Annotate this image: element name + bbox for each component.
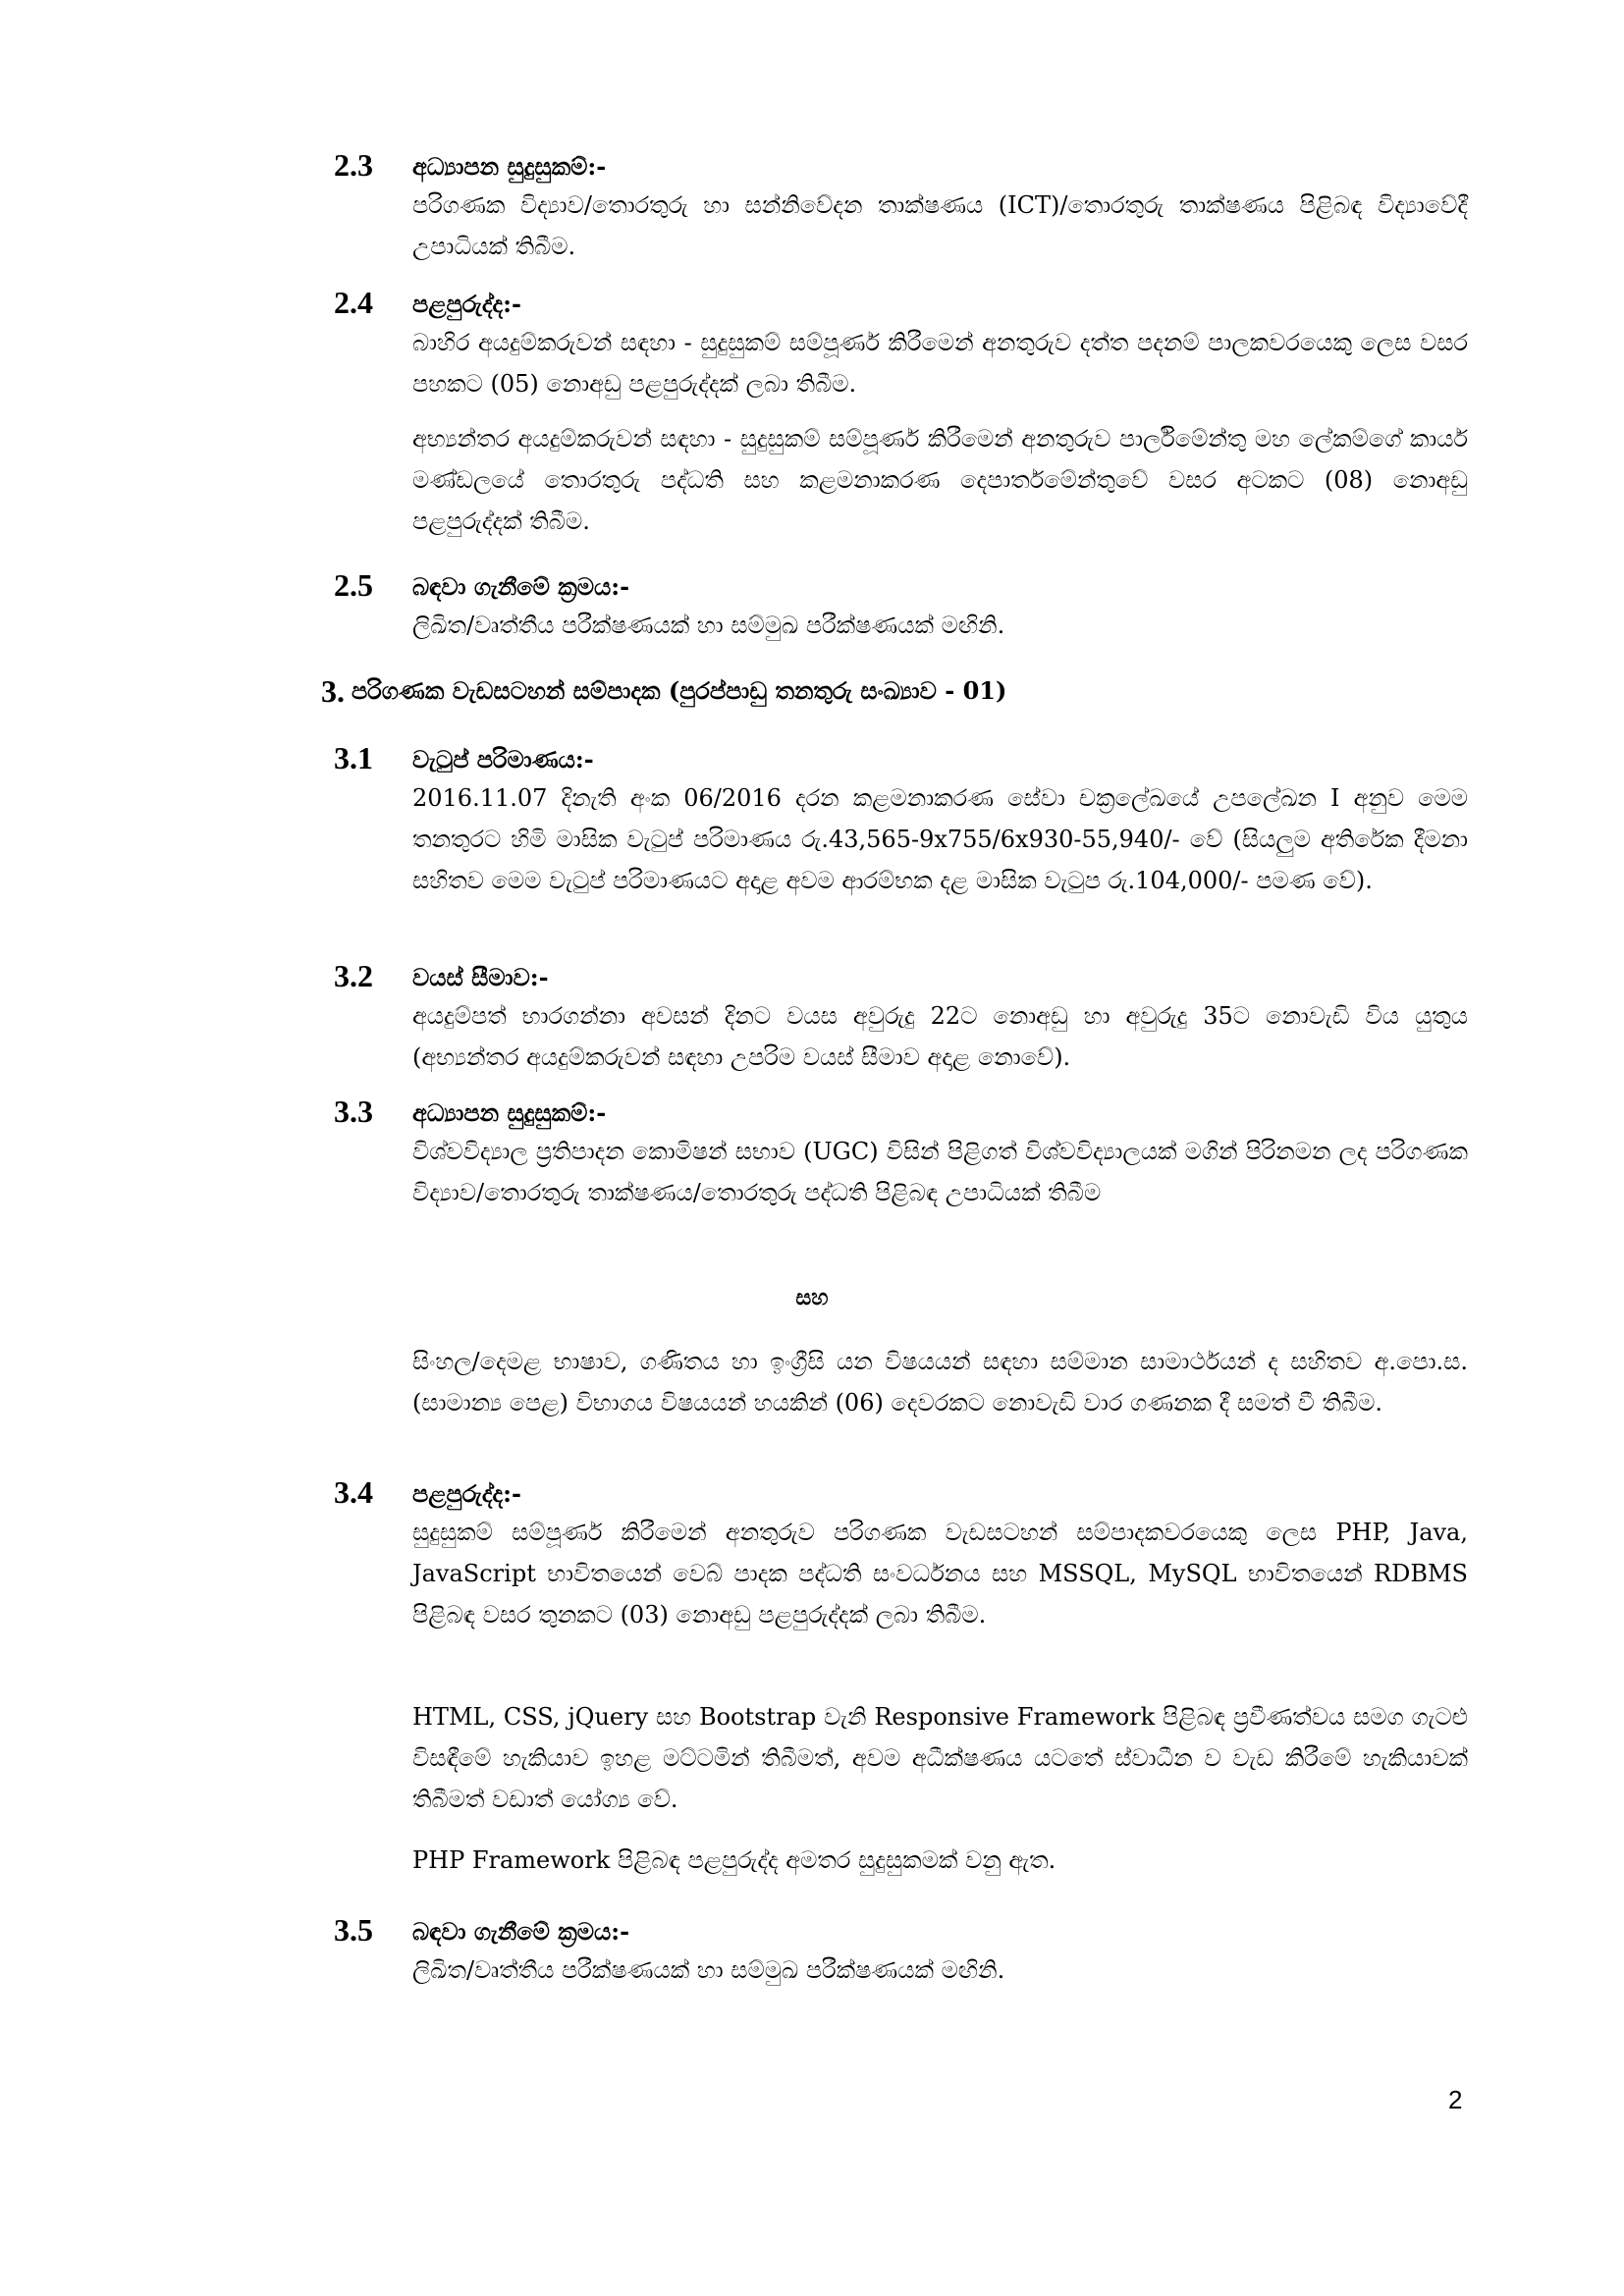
section-heading: පළපුරුද්ද:- [412,1479,522,1508]
section-number: 2.5 [334,567,373,603]
section-number: 3.5 [334,1912,373,1948]
section-body: සිංහල/දෙමළ භාෂාව, ගණිතය හා ඉංග්‍රීසි යන විෂයයන් සඳහා සම්මාන සාමාර්ථයන් ද සහිතව අ.පො.ස. (සාමාන්‍ය පෙළ) විභාගය විෂයයන් හයකින් (06) දෙවරකට නොවැඩි වාර ගණනක දී සමත් වී තිබීම. [412,1348,1468,1416]
section-number: 3. [321,673,345,709]
section-body: විශ්වවිද්‍යාල ප්‍රතිපාදන කොමිෂන් සභාව (UGC) විසින් පිළිගත් විශ්වවිද්‍යාලයක් මගින් පිරිනමන ලද පරිගණක විද්‍යාව/තොරතුරු තාක්ෂණය/තොරතුරු පද්ධති පිළිබඳ උපාධියක් තිබීම [412,1138,1468,1206]
section-number: 2.4 [334,285,373,320]
section-body: ලිඛිත/වෘත්තීය පරීක්ෂණයක් හා සම්මුඛ පරීක්ෂණයක් මඟිනි. [412,1956,1005,1984]
section-body: අයදුම්පත් භාරගන්නා අවසන් දිනට වයස අවුරුදු 22ට නොඅඩු හා අවුරුදු 35ට නොවැඩි විය යුතුය (අභ්‍යන්තර අයදුම්කරුවන් සඳහා උපරිම වයස් සීමාව අදාළ නොවේ). [412,1002,1468,1071]
section-body: සුදුසුකම් සම්පූර්ණ කිරීමෙන් අනතුරුව පරිගණක වැඩසටහන් සම්පාදකවරයෙකු ලෙස PHP, Java, JavaScript භාවිතයෙන් වෙබ් පාදක පද්ධති සංවර්ධනය සහ MSSQL, MySQL භාවිතයෙන් RDBMS පිළිබඳ වසර තුනකට (03) නොඅඩු පළපුරුද්දක් ලබා තිබීම. [412,1519,1468,1629]
section-number: 3.2 [334,958,373,993]
section-heading: බඳවා ගැනීමේ ක්‍රමය:- [412,1917,630,1946]
section-number: 2.3 [334,147,373,183]
section-body: අභ්‍යන්තර අයදුම්කරුවන් සඳහා - සුදුසුකම් සම්පූර්ණ කිරීමෙන් අනතුරුව පාර්ලිමේන්තු මහ ලේකම්ගේ කාර්ය මණ්ඩලයේ තොරතුරු පද්ධති සහ කළමනාකරණ දෙපාර්තමේන්තුවේ වසර අටකට (08) නොඅඩු පළපුරුද්දක් තිබීම. [412,425,1468,535]
section-heading: බඳවා ගැනීමේ ක්‍රමය:- [412,572,630,601]
section-body: පරිගණක විද්‍යාව/තොරතුරු හා සන්නිවේදන තාක්ෂණය (ICT)/තොරතුරු තාක්ෂණය පිළිබඳ විද්‍යාවේදී උපාධියක් තිබීම. [412,191,1468,260]
section-heading: වයස් සීමාව:- [412,963,549,991]
section-heading: පරිගණක වැඩසටහන් සම්පාදක (පුරප්පාඩු තනතුරු සංඛ්‍යාව - 01) [352,676,1007,705]
section-number: 3.3 [334,1094,373,1129]
section-number: 3.4 [334,1474,373,1510]
and-connector: සහ [795,1285,829,1310]
section-heading: වැටුප් පරිමාණය:- [412,745,594,774]
page-number: 2 [1448,2085,1463,2114]
section-heading: පළපුරුද්ද:- [412,290,522,318]
section-body: ලිඛිත/වෘත්තීය පරීක්ෂණයක් හා සම්මුඛ පරීක්ෂණයක් මඟිනි. [412,612,1005,639]
section-body: බාහිර අයදුම්කරුවන් සඳහා - සුදුසුකම් සම්පූර්ණ කිරීමෙන් අනතුරුව දත්ත පදනම් පාලකවරයෙකු ලෙස වසර පහකට (05) නොඅඩු පළපුරුද්දක් ලබා තිබීම. [412,329,1468,398]
section-body: 2016.11.07 දිනැති අංක 06/2016 දරන කළමනාකරණ සේවා චක්‍රලේඛයේ උපලේඛන I අනුව මෙම තනතුරට හිමි මාසික වැටුප් පරිමාණය රු.43,565-9x755/6x930-55,940/- වේ (සියලුම අතිරේක දීමනා සහිතව මෙම වැටුප් පරිමාණයට අදාළ අවම ආරම්භක දළ මාසික වැටුප රු.104,000/- පමණ වේ). [412,784,1468,894]
section-number: 3.1 [334,740,373,775]
section-body: PHP Framework පිළිබඳ පළපුරුද්ද අමතර සුදුසුකමක් වනු ඇත. [412,1846,1056,1874]
section-heading: අධ්‍යාපන සුදුසුකම්:- [412,1098,607,1127]
section-body: HTML, CSS, jQuery සහ Bootstrap වැනි Responsive Framework පිළිබඳ ප්‍රවීණත්වය සමග ගැටළු විසඳීමේ හැකියාව ඉහළ මට්ටමින් තිබීමත්, අවම අධීක්ෂණය යටතේ ස්වාධීන ව වැඩ කිරීමේ හැකියාවක් තිබීමත් වඩාත් යෝග්‍ය වේ. [412,1703,1468,1813]
section-heading: අධ්‍යාපන සුදුසුකම්:- [412,152,607,181]
